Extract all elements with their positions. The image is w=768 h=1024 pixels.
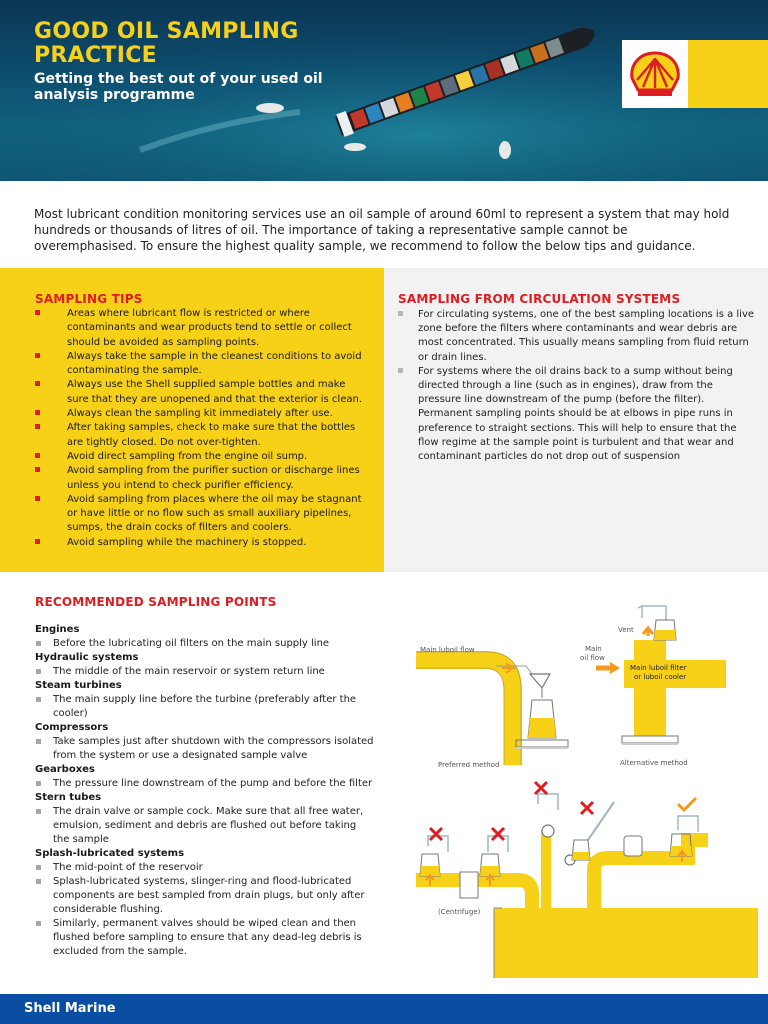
bullet-icon bbox=[35, 496, 40, 501]
bullet-icon bbox=[35, 310, 40, 315]
page-subtitle: Getting the best out of your used oil analysis programme bbox=[34, 71, 323, 103]
bullet-icon bbox=[36, 809, 41, 814]
diagram-label: oil flow bbox=[580, 654, 605, 662]
bullet-icon bbox=[36, 739, 41, 744]
circulation-systems-panel bbox=[384, 268, 768, 572]
bullet-icon bbox=[35, 410, 40, 415]
footer-bar bbox=[0, 994, 768, 1024]
list-item: The pressure line downstream of the pump and before the filter bbox=[35, 777, 375, 791]
list-item: The mid-point of the reservoir bbox=[35, 861, 375, 875]
list-item: The drain valve or sample cock. Make sure that all free water, emulsion, sediment and debris are flushed out before taking the sample bbox=[35, 805, 375, 847]
wrong-cross-icon bbox=[581, 802, 593, 814]
list-item: Avoid sampling while the machinery is stopped. bbox=[35, 536, 365, 550]
bullet-icon bbox=[35, 381, 40, 386]
bullet-icon bbox=[36, 879, 41, 884]
bullet-icon bbox=[398, 311, 403, 316]
category-heading: Gearboxes bbox=[35, 764, 95, 775]
diagram-label: Preferred method bbox=[438, 761, 500, 769]
brand-name: Shell Marine bbox=[24, 1001, 116, 1016]
bullet-icon bbox=[36, 781, 41, 786]
category-heading: Compressors bbox=[35, 722, 109, 733]
list-item: Avoid direct sampling from the engine oil sump. bbox=[35, 450, 365, 464]
list-item: Avoid sampling from places where the oil may be stagnant or have little or no flow such as small auxiliary pipelines, sumps, the drain cocks of filters and coolers. bbox=[35, 493, 365, 536]
sampling-tips-panel bbox=[0, 268, 384, 572]
list-item: Before the lubricating oil filters on the main supply line bbox=[35, 637, 375, 651]
bullet-icon bbox=[398, 368, 403, 373]
bullet-icon bbox=[36, 669, 41, 674]
bullet-icon bbox=[35, 467, 40, 472]
diagram-label: Main luboil flow bbox=[420, 646, 475, 654]
bullet-icon bbox=[36, 697, 41, 702]
intro-paragraph: Most lubricant condition monitoring services use an oil sample of around 60ml to represent a system that may hold hundreds or thousands of litres of oil. The importance of taking a representative sample cannot be overemphasised. To ensure the highest quality sample, we recommend to follow the below tips and guidance. bbox=[34, 207, 730, 253]
diagram-label: Alternative method bbox=[620, 759, 688, 767]
wrong-cross-icon bbox=[430, 828, 442, 840]
recommended-list bbox=[35, 623, 375, 959]
bullet-icon bbox=[35, 539, 40, 544]
preferred-method-diagram bbox=[416, 652, 568, 765]
page-title: GOOD OIL SAMPLING PRACTICE bbox=[34, 19, 299, 68]
list-item: After taking samples, check to make sure that the bottles are tightly closed. Do not over-tighten. bbox=[35, 421, 365, 450]
bullet-icon bbox=[35, 353, 40, 358]
sump-system-diagram bbox=[416, 782, 758, 978]
list-item: Similarly, permanent valves should be wiped clean and then flushed before sampling to ensure that any dead-leg debris is excluded from the sample. bbox=[35, 917, 375, 959]
category-heading: Hydraulic systems bbox=[35, 652, 139, 663]
sampling-points-diagram bbox=[398, 590, 758, 980]
list-item: Always use the Shell supplied sample bottles and make sure that they are unopened and that the exterior is clean. bbox=[35, 378, 365, 407]
list-item: Always clean the sampling kit immediately after use. bbox=[35, 407, 365, 421]
bullet-icon bbox=[35, 453, 40, 458]
bullet-icon bbox=[36, 865, 41, 870]
recommended-heading: RECOMMENDED SAMPLING POINTS bbox=[35, 595, 277, 609]
bullet-icon bbox=[36, 921, 41, 926]
list-item: Always take the sample in the cleanest conditions to avoid contaminating the sample. bbox=[35, 350, 365, 379]
list-item: For systems where the oil drains back to a sump without being directed through a line (such as in engines), draw from the pressure line downstream of the pump (before the filter). Permanent sampling points should be at elbows in pipe runs in preference to straight sections. This will help to ensure that the flow regime at the sample point is turbulent and that wear and contaminant particles do not drop out of suspension bbox=[398, 365, 758, 464]
bullet-icon bbox=[36, 641, 41, 646]
diagram-label: or luboil cooler bbox=[634, 673, 687, 681]
hero-banner bbox=[0, 0, 768, 181]
list-item: The main supply line before the turbine (preferably after the cooler) bbox=[35, 693, 375, 721]
diagram-label: Main luboil filter bbox=[630, 664, 687, 672]
shell-pecten-icon bbox=[628, 50, 682, 98]
category-heading: Stern tubes bbox=[35, 792, 102, 803]
list-item: Splash-lubricated systems, slinger-ring and flood-lubricated components are best sampled from drain plugs, but only after considerable flushing. bbox=[35, 875, 375, 917]
correct-check-icon bbox=[678, 798, 696, 810]
wrong-cross-icon bbox=[535, 782, 547, 794]
shell-logo-block bbox=[622, 40, 768, 108]
wrong-cross-icon bbox=[492, 828, 504, 840]
category-heading: Engines bbox=[35, 624, 80, 635]
category-heading: Steam turbines bbox=[35, 680, 122, 691]
circulation-list bbox=[398, 308, 758, 464]
list-item: Avoid sampling from the purifier suction or discharge lines unless you intend to check purifier efficiency. bbox=[35, 464, 365, 493]
diagram-label: Vent bbox=[618, 626, 634, 634]
sampling-tips-heading: SAMPLING TIPS bbox=[35, 292, 143, 306]
category-heading: Splash-lubricated systems bbox=[35, 848, 185, 859]
circulation-heading: SAMPLING FROM CIRCULATION SYSTEMS bbox=[398, 292, 681, 306]
sampling-tips-list bbox=[35, 307, 365, 550]
list-item: For circulating systems, one of the best sampling locations is a live zone before the filters where contaminants and wear debris are most concentrated. This usually means sampling from fluid return or drain lines. bbox=[398, 308, 758, 365]
diagram-label: Main bbox=[585, 645, 602, 653]
list-item: Areas where lubricant flow is restricted or where contaminants and wear products tend to settle or collect should be avoided as sampling points. bbox=[35, 307, 365, 350]
bullet-icon bbox=[35, 424, 40, 429]
diagram-label: (Centrifuge) bbox=[438, 908, 481, 916]
list-item: The middle of the main reservoir or system return line bbox=[35, 665, 375, 679]
list-item: Take samples just after shutdown with the compressors isolated from the system or use a designated sample valve bbox=[35, 735, 375, 763]
